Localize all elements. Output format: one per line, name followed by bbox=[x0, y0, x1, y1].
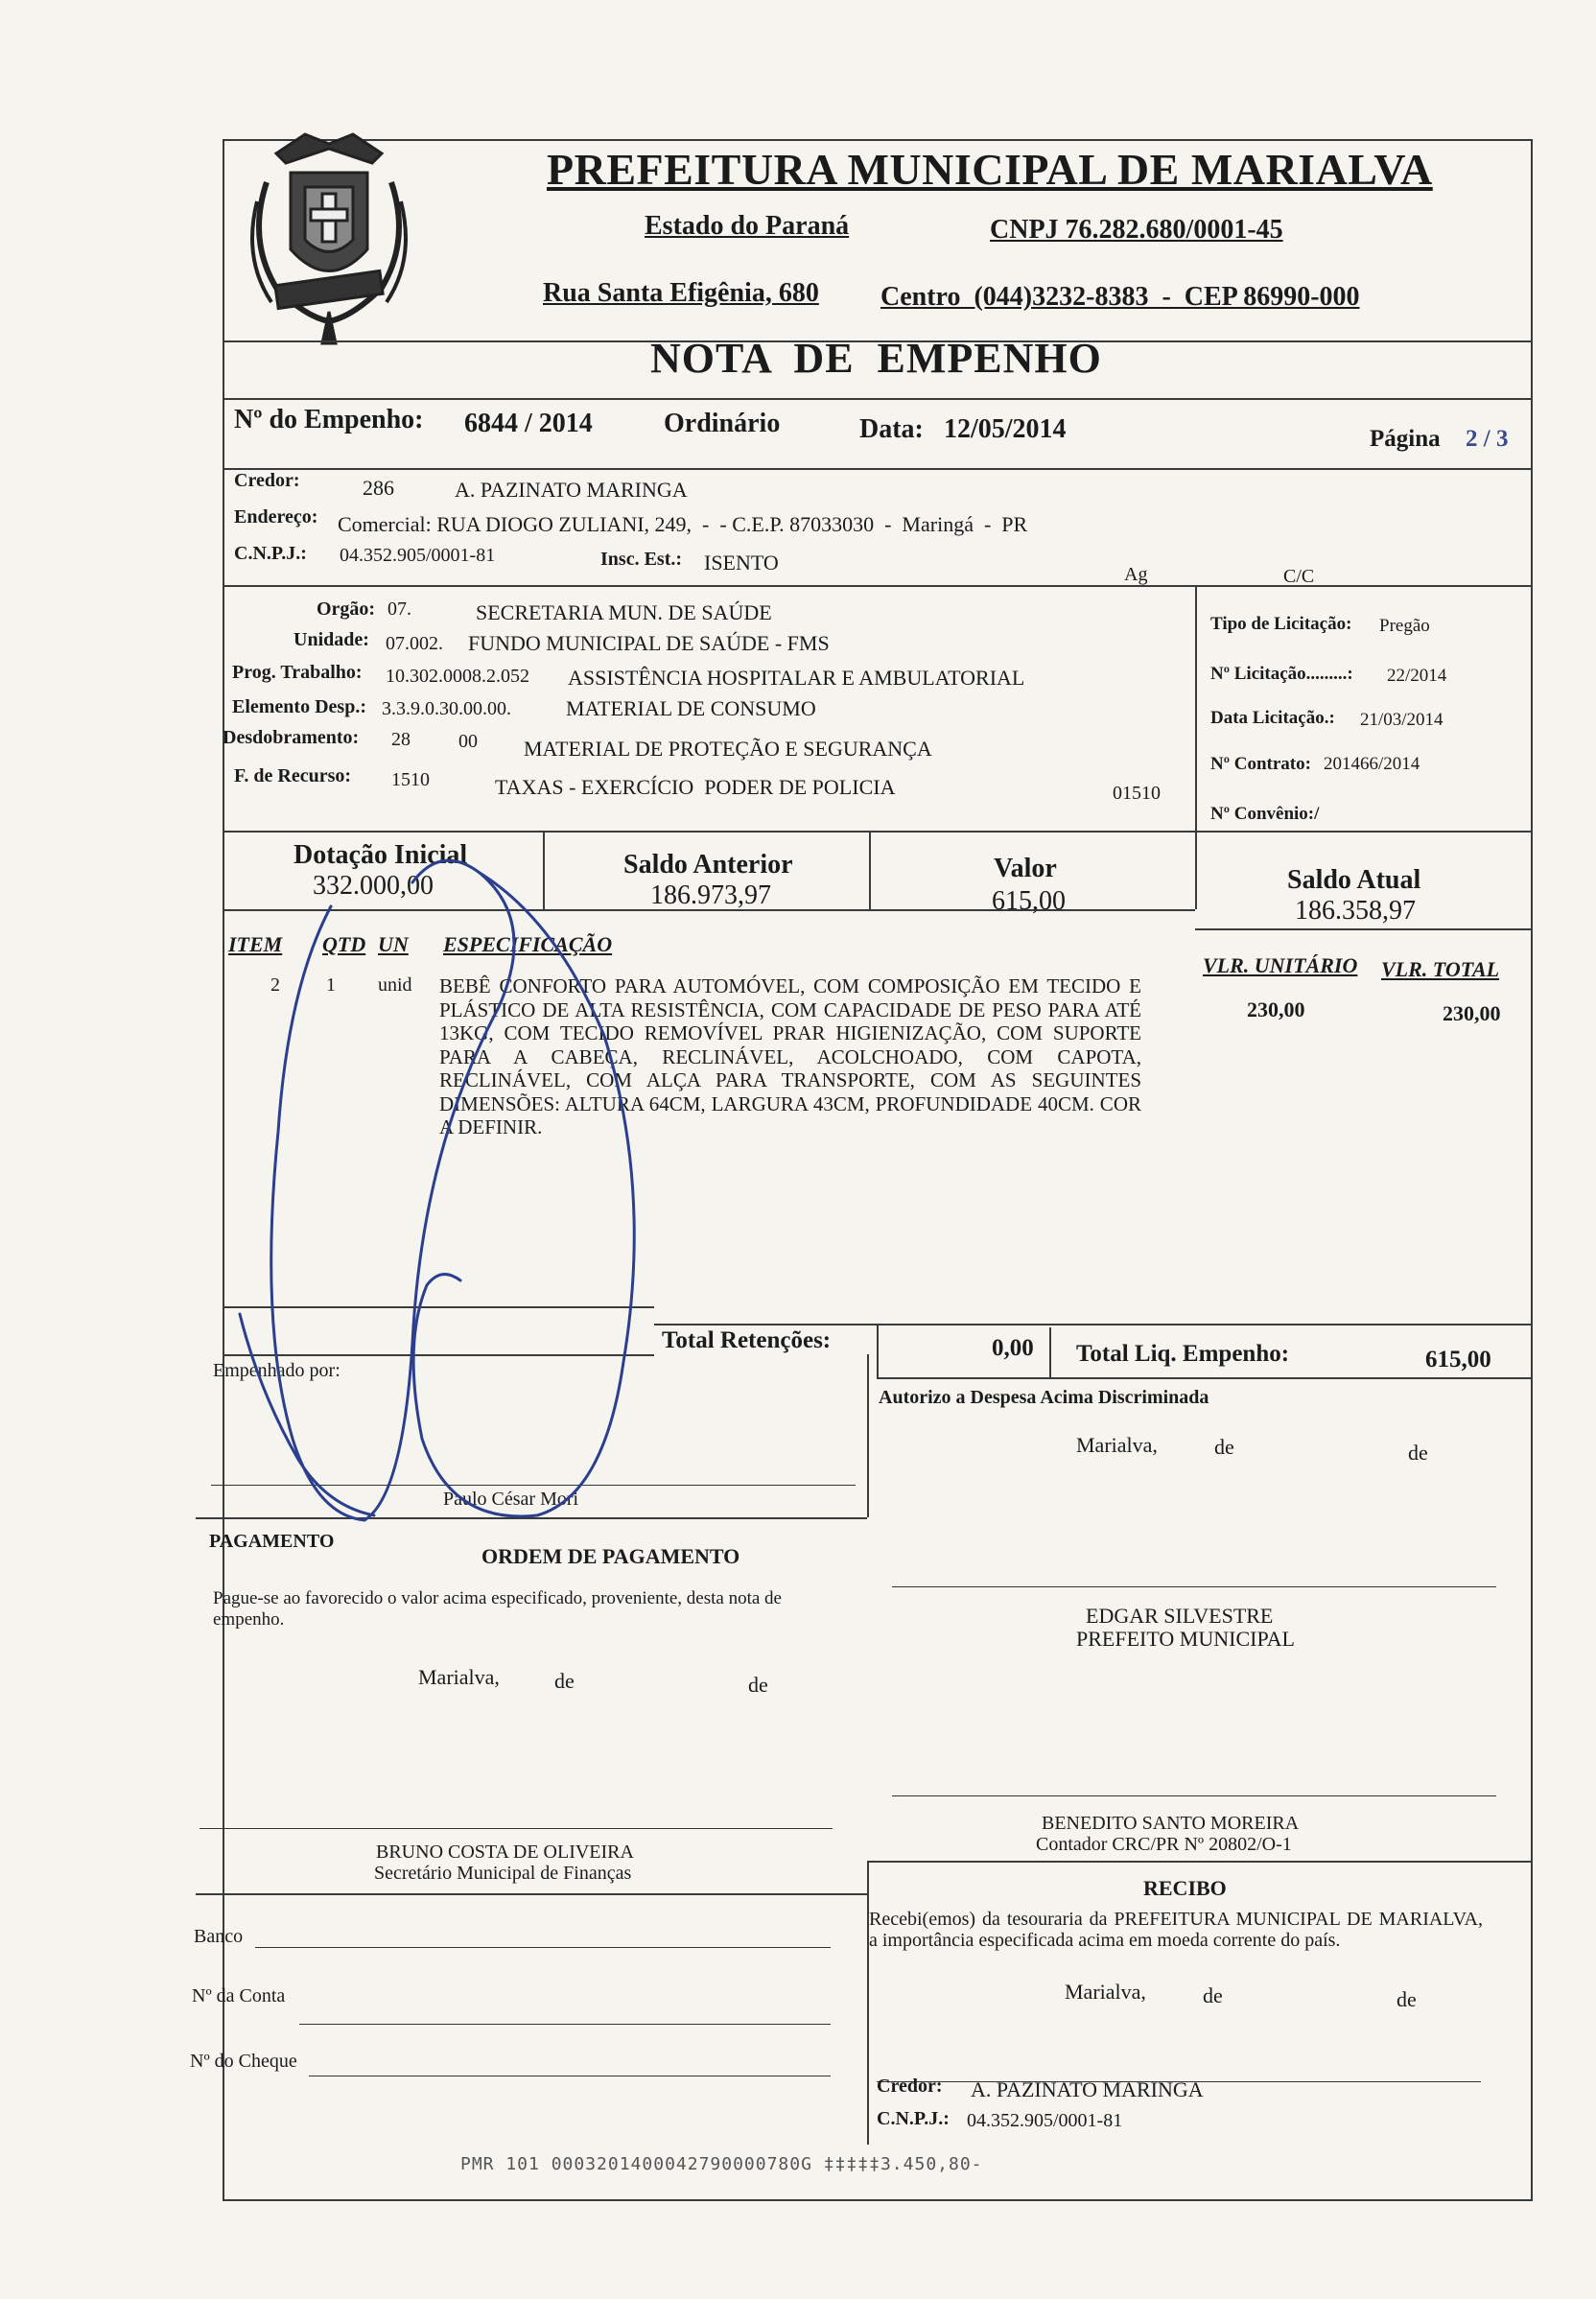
unidade-label: Unidade: bbox=[293, 629, 369, 650]
empenho-type: Ordinário bbox=[664, 409, 781, 438]
recurso-name: TAXAS - EXERCÍCIO PODER DE POLICIA bbox=[495, 775, 896, 799]
cnpj-header: CNPJ 76.282.680/0001-45 bbox=[990, 215, 1283, 245]
signature-line bbox=[211, 1485, 856, 1486]
divider bbox=[877, 1377, 1533, 1379]
pagamento-city: Marialva, bbox=[418, 1665, 500, 1689]
prog-name: ASSISTÊNCIA HOSPITALAR E AMBULATORIAL bbox=[568, 666, 1025, 690]
col-vlr-unit-header: VLR. UNITÁRIO bbox=[1203, 953, 1358, 977]
insc-value: ISENTO bbox=[704, 551, 779, 575]
autorizo-city: Marialva, bbox=[1076, 1433, 1158, 1457]
empenho-number-label: Nº do Empenho: bbox=[234, 405, 424, 434]
cnpj-label: C.N.P.J.: bbox=[234, 543, 307, 564]
licitacao-num-label: Nº Licitação.........: bbox=[1210, 664, 1353, 684]
liq-label: Total Liq. Empenho: bbox=[1076, 1341, 1290, 1367]
licitacao-tipo: Pregão bbox=[1379, 616, 1430, 636]
insc-label: Insc. Est.: bbox=[600, 549, 683, 570]
autorizo-de-1: de bbox=[1214, 1435, 1234, 1459]
autorizo-de-2: de bbox=[1408, 1441, 1428, 1465]
saldo-anterior-label: Saldo Anterior bbox=[623, 850, 793, 880]
pagamento-label: PAGAMENTO bbox=[209, 1531, 335, 1552]
desdobramento-label: Desdobramento: bbox=[223, 727, 360, 748]
divider bbox=[867, 1861, 1533, 1863]
recurso-code-2: 01510 bbox=[1113, 783, 1161, 804]
contador-name: BENEDITO SANTO MOREIRA bbox=[1042, 1813, 1300, 1834]
prefeito-name: EDGAR SILVESTRE bbox=[1086, 1604, 1274, 1628]
divider bbox=[1195, 585, 1197, 831]
licitacao-data: 21/03/2014 bbox=[1360, 710, 1443, 730]
recurso-code: 1510 bbox=[391, 769, 430, 790]
desdobramento-name: MATERIAL DE PROTEÇÃO E SEGURANÇA bbox=[524, 737, 932, 761]
signature-line bbox=[892, 1586, 1496, 1587]
credor-name: A. PAZINATO MARINGA bbox=[455, 478, 688, 502]
address-label: Endereço: bbox=[234, 506, 318, 528]
dotacao-value: 332.000,00 bbox=[313, 871, 434, 901]
col-spec-header: ESPECIFICAÇÃO bbox=[443, 932, 613, 956]
contrato-value: 201466/2014 bbox=[1324, 754, 1420, 774]
prog-label: Prog. Trabalho: bbox=[232, 662, 363, 683]
divider bbox=[867, 1861, 869, 2145]
retencoes-value: 0,00 bbox=[992, 1335, 1034, 1361]
page-number: 2 / 3 bbox=[1466, 426, 1509, 452]
secretario-role: Secretário Municipal de Finanças bbox=[374, 1863, 632, 1884]
pagamento-de-2: de bbox=[748, 1673, 768, 1697]
item-qtd: 1 bbox=[326, 974, 336, 996]
divider bbox=[867, 1354, 869, 1517]
unidade-code: 07.002. bbox=[386, 633, 443, 654]
recurso-label: F. de Recurso: bbox=[234, 765, 352, 786]
liq-value: 615,00 bbox=[1425, 1347, 1491, 1372]
divider bbox=[654, 1324, 1533, 1325]
col-qtd-header: QTD bbox=[322, 932, 366, 956]
col-item-header: ITEM bbox=[228, 932, 283, 956]
ag-label: Ag bbox=[1124, 564, 1148, 585]
credor-cnpj: 04.352.905/0001-81 bbox=[340, 545, 496, 566]
conta-label: Nº da Conta bbox=[192, 1985, 286, 2006]
valor-label: Valor bbox=[994, 854, 1057, 883]
footer-stamp: PMR 101 0003201400042790000780G ‡‡‡‡‡3.450,80- bbox=[460, 2154, 983, 2174]
divider bbox=[869, 831, 871, 909]
conta-line bbox=[299, 2024, 831, 2025]
cheque-label: Nº do Cheque bbox=[190, 2051, 297, 2072]
divider bbox=[223, 585, 1533, 587]
recibo-de-2: de bbox=[1396, 1987, 1417, 2011]
page-title: PREFEITURA MUNICIPAL DE MARIALVA bbox=[547, 145, 1433, 194]
divider bbox=[223, 468, 1533, 470]
contrato-label: Nº Contrato: bbox=[1210, 754, 1311, 774]
form-frame bbox=[223, 139, 1533, 2201]
empenho-number: 6844 / 2014 bbox=[464, 409, 593, 438]
retencoes-label: Total Retenções: bbox=[662, 1327, 832, 1353]
item-specification: BEBÊ CONFORTO PARA AUTOMÓVEL, COM COMPOSIÇÃO EM TECIDO E PLÁSTICO DE ALTA RESISTÊNCIA, COM CAPACIDADE DE PESO PARA ATÉ 13KG, COM TECIDO REMOVÍVEL PRAR HIGIENIZAÇÃO, COM SUPORTE PARA A CABEÇA, RECLINÁVEL, ACOLCHOADO, COM CAPOTA, RECLINÁVEL, COM ALÇA PARA TRANSPORTE, COM AS SEGUINTES DIMENSÕES: ALTURA 64CM, LARGURA 43CM, PROFUNDIDADE 40CM. COR A DEFINIR. bbox=[439, 974, 1141, 1138]
divider bbox=[1195, 928, 1533, 930]
item-vlr-unit: 230,00 bbox=[1247, 997, 1305, 1021]
valor-value: 615,00 bbox=[992, 886, 1066, 916]
divider bbox=[196, 1893, 867, 1895]
signature-line bbox=[892, 1795, 1496, 1796]
item-number: 2 bbox=[270, 974, 280, 996]
divider bbox=[223, 398, 1533, 400]
address-contact: Centro (044)3232-8383 - CEP 86990-000 bbox=[880, 282, 1360, 312]
elemento-name: MATERIAL DE CONSUMO bbox=[566, 696, 816, 720]
banco-label: Banco bbox=[194, 1926, 244, 1947]
credor-label: Credor: bbox=[234, 470, 300, 491]
licitacao-data-label: Data Licitação.: bbox=[1210, 708, 1335, 728]
desdobramento-sub: 00 bbox=[458, 731, 478, 752]
divider bbox=[223, 909, 1195, 911]
unidade-name: FUNDO MUNICIPAL DE SAÚDE - FMS bbox=[468, 631, 830, 655]
state-label: Estado do Paraná bbox=[645, 211, 850, 241]
pagamento-text: Pague-se ao favorecido o valor acima especificado, proveniente, desta nota de empenho. bbox=[213, 1588, 782, 1630]
divider bbox=[223, 831, 1533, 833]
banco-line bbox=[255, 1947, 831, 1948]
saldo-atual-value: 186.358,97 bbox=[1295, 896, 1416, 926]
secretario-name: BRUNO COSTA DE OLIVEIRA bbox=[376, 1842, 634, 1863]
elemento-label: Elemento Desp.: bbox=[232, 696, 366, 717]
divider bbox=[196, 1517, 867, 1519]
recibo-cnpj: 04.352.905/0001-81 bbox=[967, 2110, 1123, 2131]
recibo-credor-label: Credor: bbox=[877, 2076, 943, 2097]
orgao-code: 07. bbox=[387, 598, 411, 620]
cc-label: C/C bbox=[1283, 566, 1315, 587]
address-street: Rua Santa Efigênia, 680 bbox=[543, 278, 819, 308]
prefeito-role: PREFEITO MUNICIPAL bbox=[1076, 1627, 1295, 1651]
empenho-date: 12/05/2014 bbox=[944, 414, 1067, 444]
signature-line bbox=[200, 1828, 833, 1829]
ordem-pagamento-label: ORDEM DE PAGAMENTO bbox=[481, 1544, 740, 1568]
divider bbox=[1195, 831, 1197, 909]
document-title: NOTA DE EMPENHO bbox=[650, 335, 1102, 382]
credor-code: 286 bbox=[363, 476, 394, 500]
orgao-name: SECRETARIA MUN. DE SAÚDE bbox=[476, 600, 772, 624]
recibo-city: Marialva, bbox=[1065, 1980, 1146, 2004]
divider bbox=[223, 1306, 654, 1308]
col-un-header: UN bbox=[378, 932, 409, 956]
pagamento-de-1: de bbox=[554, 1669, 575, 1693]
orgao-label: Orgão: bbox=[317, 598, 376, 620]
empenhado-label: Empenhado por: bbox=[213, 1360, 340, 1381]
recibo-label: RECIBO bbox=[1143, 1876, 1227, 1900]
prog-code: 10.302.0008.2.052 bbox=[386, 666, 529, 687]
divider bbox=[877, 1324, 879, 1377]
divider bbox=[1049, 1327, 1051, 1377]
recibo-de-1: de bbox=[1203, 1983, 1223, 2007]
page-label: Página bbox=[1370, 426, 1441, 452]
divider bbox=[543, 831, 545, 909]
dotacao-label: Dotação Inicial bbox=[293, 840, 468, 870]
divider bbox=[223, 1354, 654, 1356]
desdobramento-code: 28 bbox=[391, 729, 411, 750]
municipal-crest-icon bbox=[238, 125, 420, 345]
saldo-anterior-value: 186.973,97 bbox=[650, 880, 771, 910]
contador-role: Contador CRC/PR Nº 20802/O-1 bbox=[1036, 1834, 1292, 1855]
recibo-text: Recebi(emos) da tesouraria da PREFEITURA MUNICIPAL DE MARIALVA, a importância especificada acima em moeda corrente do país. bbox=[869, 1909, 1483, 1951]
saldo-atual-label: Saldo Atual bbox=[1287, 865, 1421, 895]
recibo-cnpj-label: C.N.P.J.: bbox=[877, 2108, 950, 2129]
date-label: Data: bbox=[859, 414, 924, 444]
licitacao-tipo-label: Tipo de Licitação: bbox=[1210, 614, 1352, 634]
elemento-code: 3.3.9.0.30.00.00. bbox=[382, 698, 511, 719]
credor-address: Comercial: RUA DIOGO ZULIANI, 249, - - C.E.P. 87033030 - Maringá - PR bbox=[338, 512, 1028, 536]
autorizo-label: Autorizo a Despesa Acima Discriminada bbox=[879, 1387, 1209, 1408]
convenio-label: Nº Convênio:/ bbox=[1210, 804, 1320, 824]
item-un: unid bbox=[378, 974, 412, 996]
empenhado-name: Paulo César Mori bbox=[443, 1489, 579, 1510]
col-vlr-total-header: VLR. TOTAL bbox=[1381, 957, 1500, 981]
recibo-credor: A. PAZINATO MARINGA bbox=[971, 2077, 1204, 2101]
licitacao-num: 22/2014 bbox=[1387, 666, 1447, 686]
item-vlr-total: 230,00 bbox=[1443, 1001, 1501, 1025]
